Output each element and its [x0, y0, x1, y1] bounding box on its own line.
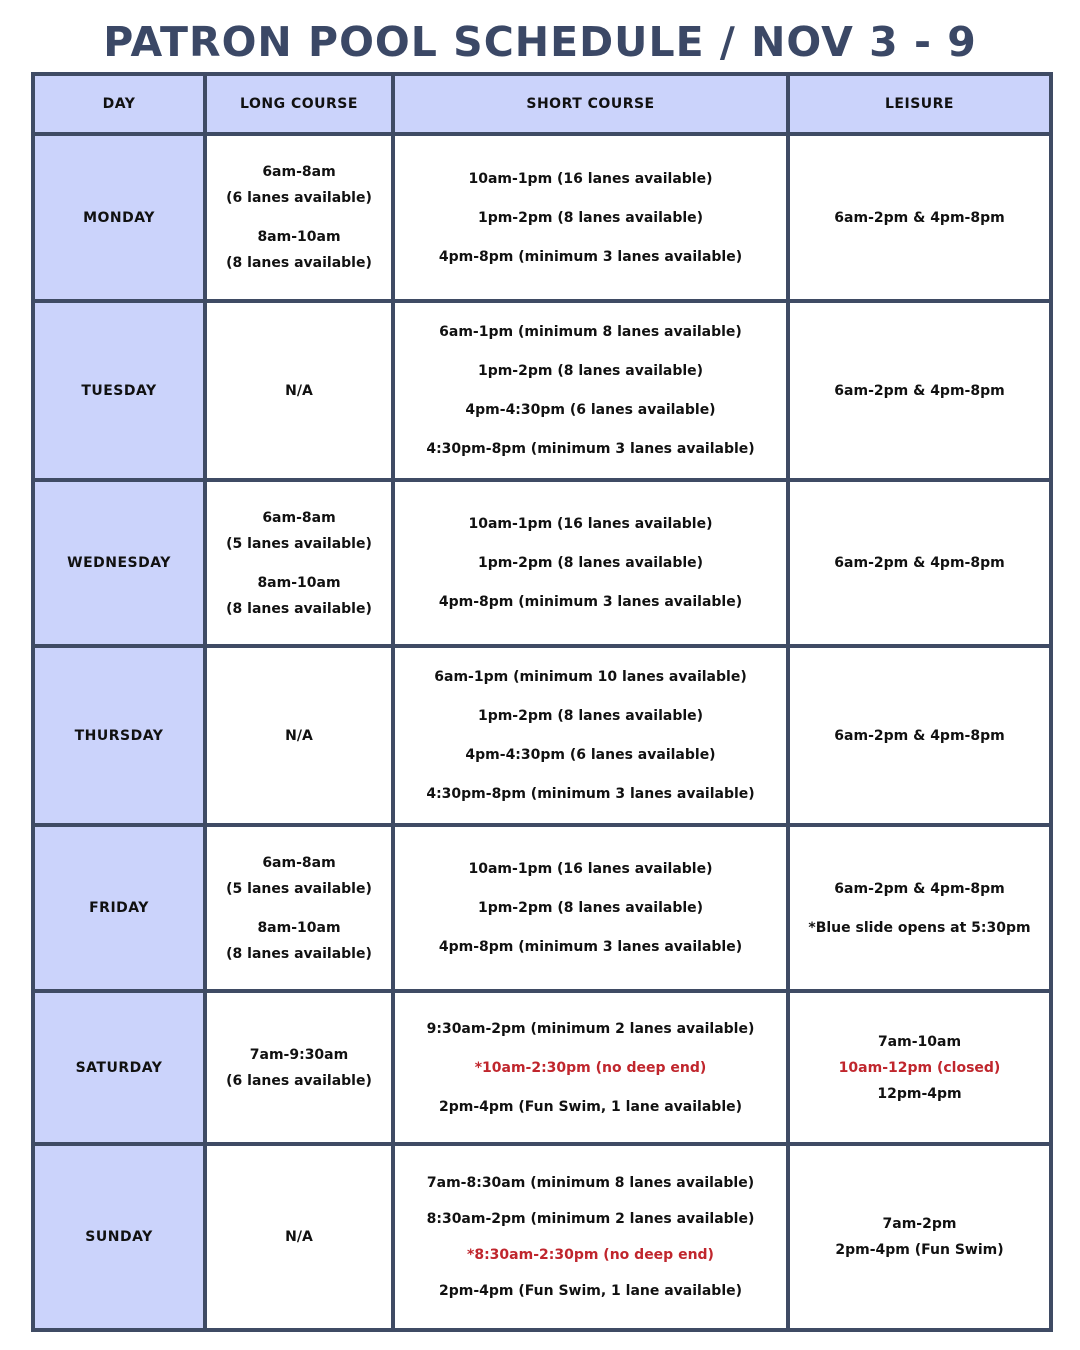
long-time: 8am-10am	[257, 919, 341, 936]
leisure-monday	[788, 134, 1051, 301]
short-course-friday	[393, 825, 788, 991]
long-time: 8am-10am	[257, 574, 341, 591]
short-course-monday	[393, 134, 788, 301]
header-row	[33, 74, 1051, 134]
long-time: 6am-8am	[262, 854, 336, 871]
row-saturday	[33, 991, 1051, 1144]
header-long-course: LONG COURSE	[205, 74, 393, 134]
long-lanes: (6 lanes available)	[226, 190, 372, 206]
header-short-course: SHORT COURSE	[393, 74, 788, 134]
leisure-thursday	[788, 646, 1051, 825]
row-friday	[33, 825, 1051, 991]
long-time: 6am-8am	[262, 509, 336, 526]
short-slot: 4pm-8pm (minimum 3 lanes available)	[438, 248, 743, 265]
leisure-closed: 10am-12pm (closed)	[838, 1059, 1001, 1076]
short-slot: 4pm-8pm (minimum 3 lanes available)	[438, 939, 743, 955]
short-course-saturday	[393, 991, 788, 1144]
header-day: DAY	[33, 74, 205, 134]
day-cell-tuesday: TUESDAY	[33, 301, 205, 480]
short-slot: 10am-1pm (16 lanes available)	[468, 861, 713, 877]
short-slot: 6am-1pm (minimum 8 lanes available)	[439, 324, 742, 340]
long-time: 7am-9:30am	[249, 1046, 349, 1063]
day-cell-friday: FRIDAY	[33, 825, 205, 991]
short-slot: 6am-1pm (minimum 10 lanes available)	[434, 669, 747, 685]
schedule-table	[31, 72, 1053, 1332]
short-slot: 2pm-4pm (Fun Swim, 1 lane available)	[438, 1283, 743, 1299]
leisure-tuesday	[788, 301, 1051, 480]
short-course-thursday	[393, 646, 788, 825]
day-cell-monday: MONDAY	[33, 134, 205, 301]
short-alert: *8:30am-2:30pm (no deep end)	[467, 1247, 714, 1263]
leisure-friday	[788, 825, 1051, 991]
long-lanes: (8 lanes available)	[226, 600, 372, 617]
short-alert: *10am-2:30pm (no deep end)	[474, 1059, 707, 1076]
leisure-slot: 6am-2pm & 4pm-8pm	[834, 382, 1005, 399]
row-sunday	[33, 1144, 1051, 1330]
leisure-sunday	[788, 1144, 1051, 1330]
leisure-slot: 7am-2pm	[882, 1216, 957, 1232]
short-slot: 2pm-4pm (Fun Swim, 1 lane available)	[438, 1098, 743, 1115]
leisure-note: *Blue slide opens at 5:30pm	[808, 919, 1031, 936]
long-na: N/A	[285, 382, 313, 399]
leisure-slot: 2pm-4pm (Fun Swim)	[835, 1242, 1004, 1258]
day-cell-saturday: SATURDAY	[33, 991, 205, 1144]
long-na: N/A	[285, 727, 313, 744]
short-slot: 1pm-2pm (8 lanes available)	[477, 555, 704, 571]
short-slot: 1pm-2pm (8 lanes available)	[477, 708, 704, 724]
leisure-saturday	[788, 991, 1051, 1144]
long-lanes: (5 lanes available)	[226, 880, 372, 897]
short-slot: 7am-8:30am (minimum 8 lanes available)	[426, 1175, 755, 1191]
leisure-slot: 6am-2pm & 4pm-8pm	[834, 880, 1005, 897]
short-slot: 1pm-2pm (8 lanes available)	[477, 209, 704, 226]
long-course-saturday	[205, 991, 393, 1144]
day-cell-thursday: THURSDAY	[33, 646, 205, 825]
long-lanes: (8 lanes available)	[226, 255, 372, 271]
short-slot: 8:30am-2pm (minimum 2 lanes available)	[426, 1211, 755, 1227]
long-course-monday	[205, 134, 393, 301]
leisure-slot: 6am-2pm & 4pm-8pm	[834, 727, 1005, 744]
row-wednesday	[33, 480, 1051, 646]
short-course-wednesday	[393, 480, 788, 646]
header-leisure: LEISURE	[788, 74, 1051, 134]
long-course-wednesday	[205, 480, 393, 646]
long-course-friday	[205, 825, 393, 991]
long-lanes: (6 lanes available)	[226, 1072, 372, 1089]
short-slot: 10am-1pm (16 lanes available)	[468, 516, 713, 532]
row-thursday	[33, 646, 1051, 825]
leisure-slot: 6am-2pm & 4pm-8pm	[834, 209, 1005, 226]
day-cell-wednesday: WEDNESDAY	[33, 480, 205, 646]
page-title: PATRON POOL SCHEDULE / NOV 3 - 9	[103, 18, 977, 66]
short-slot: 9:30am-2pm (minimum 2 lanes available)	[426, 1020, 755, 1037]
long-course-thursday	[205, 646, 393, 825]
short-slot: 10am-1pm (16 lanes available)	[468, 170, 713, 187]
long-course-sunday	[205, 1144, 393, 1330]
long-time: 6am-8am	[262, 164, 336, 180]
long-time: 8am-10am	[257, 229, 341, 245]
short-slot: 1pm-2pm (8 lanes available)	[477, 363, 704, 379]
long-na: N/A	[285, 1229, 313, 1245]
long-lanes: (8 lanes available)	[226, 945, 372, 962]
leisure-slot: 12pm-4pm	[877, 1085, 962, 1102]
short-slot: 1pm-2pm (8 lanes available)	[477, 900, 704, 916]
row-tuesday	[33, 301, 1051, 480]
leisure-slot: 6am-2pm & 4pm-8pm	[834, 555, 1005, 571]
short-slot: 4pm-4:30pm (6 lanes available)	[465, 402, 716, 418]
short-slot: 4:30pm-8pm (minimum 3 lanes available)	[426, 786, 755, 802]
short-course-tuesday	[393, 301, 788, 480]
short-course-sunday	[393, 1144, 788, 1330]
row-monday	[33, 134, 1051, 301]
day-cell-sunday: SUNDAY	[33, 1144, 205, 1330]
long-course-tuesday	[205, 301, 393, 480]
short-slot: 4:30pm-8pm (minimum 3 lanes available)	[426, 441, 755, 457]
leisure-wednesday	[788, 480, 1051, 646]
long-lanes: (5 lanes available)	[226, 535, 372, 552]
short-slot: 4pm-8pm (minimum 3 lanes available)	[438, 594, 743, 610]
short-slot: 4pm-4:30pm (6 lanes available)	[465, 747, 716, 763]
leisure-slot: 7am-10am	[877, 1033, 962, 1050]
